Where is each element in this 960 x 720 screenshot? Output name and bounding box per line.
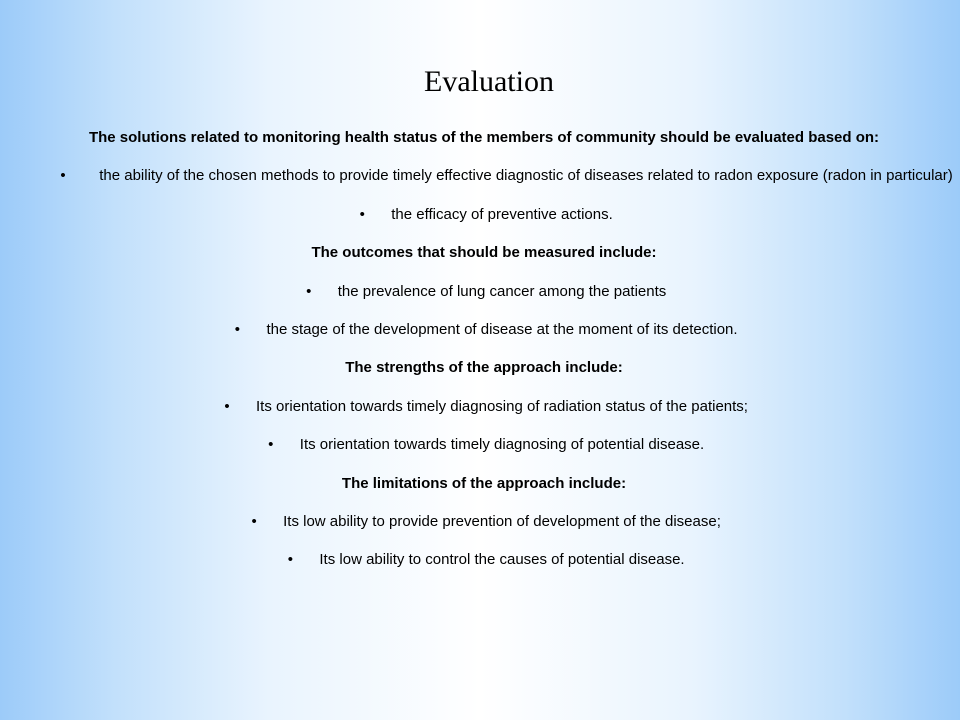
bullet-icon: • [287, 551, 294, 569]
bullet-item [40, 273, 928, 311]
section-heading-evaluation-basis: The solutions related to monitoring health status of the members of community should be evaluated based on: [88, 129, 880, 146]
bullet-icon: • [251, 513, 257, 531]
bullet-text: Its orientation towards timely diagnosing of radiation status of the patients; [256, 397, 748, 415]
section-heading-outcomes: The outcomes that should be measured include: [311, 244, 657, 262]
bullet-text: Its low ability to provide prevention of development of the disease; [283, 513, 721, 531]
bullet-icon: • [268, 436, 274, 454]
bullet-icon: • [359, 205, 365, 223]
section-heading-limitations: The limitations of the approach include: [341, 474, 627, 492]
bullet-text: Its orientation towards timely diagnosing of potential disease. [299, 436, 705, 454]
section-heading-strengths: The strengths of the approach include: [345, 359, 623, 377]
bullet-text: the ability of the chosen methods to provide timely effective diagnostic of diseases related to radon exposure (radon in particular) [99, 167, 953, 185]
bullet-text: the stage of the development of disease at the moment of its detection. [266, 321, 738, 339]
bullet-icon: • [60, 167, 66, 185]
bullet-text: the efficacy of preventive actions. [391, 205, 613, 223]
slide-title: Evaluation [424, 65, 554, 98]
bullet-item [40, 388, 928, 426]
bullet-item [40, 426, 928, 464]
bullet-item [40, 196, 928, 234]
bullet-icon: • [224, 397, 230, 415]
bullet-item [40, 503, 928, 541]
slide-body [40, 119, 953, 580]
bullet-text: Its low ability to control the causes of potential disease. [319, 551, 685, 569]
bullet-item [40, 311, 928, 349]
bullet-item [40, 157, 953, 195]
bullet-item [40, 541, 928, 579]
bullet-text: the prevalence of lung cancer among the patients [337, 282, 667, 300]
bullet-icon: • [306, 282, 312, 300]
bullet-icon: • [234, 321, 241, 339]
